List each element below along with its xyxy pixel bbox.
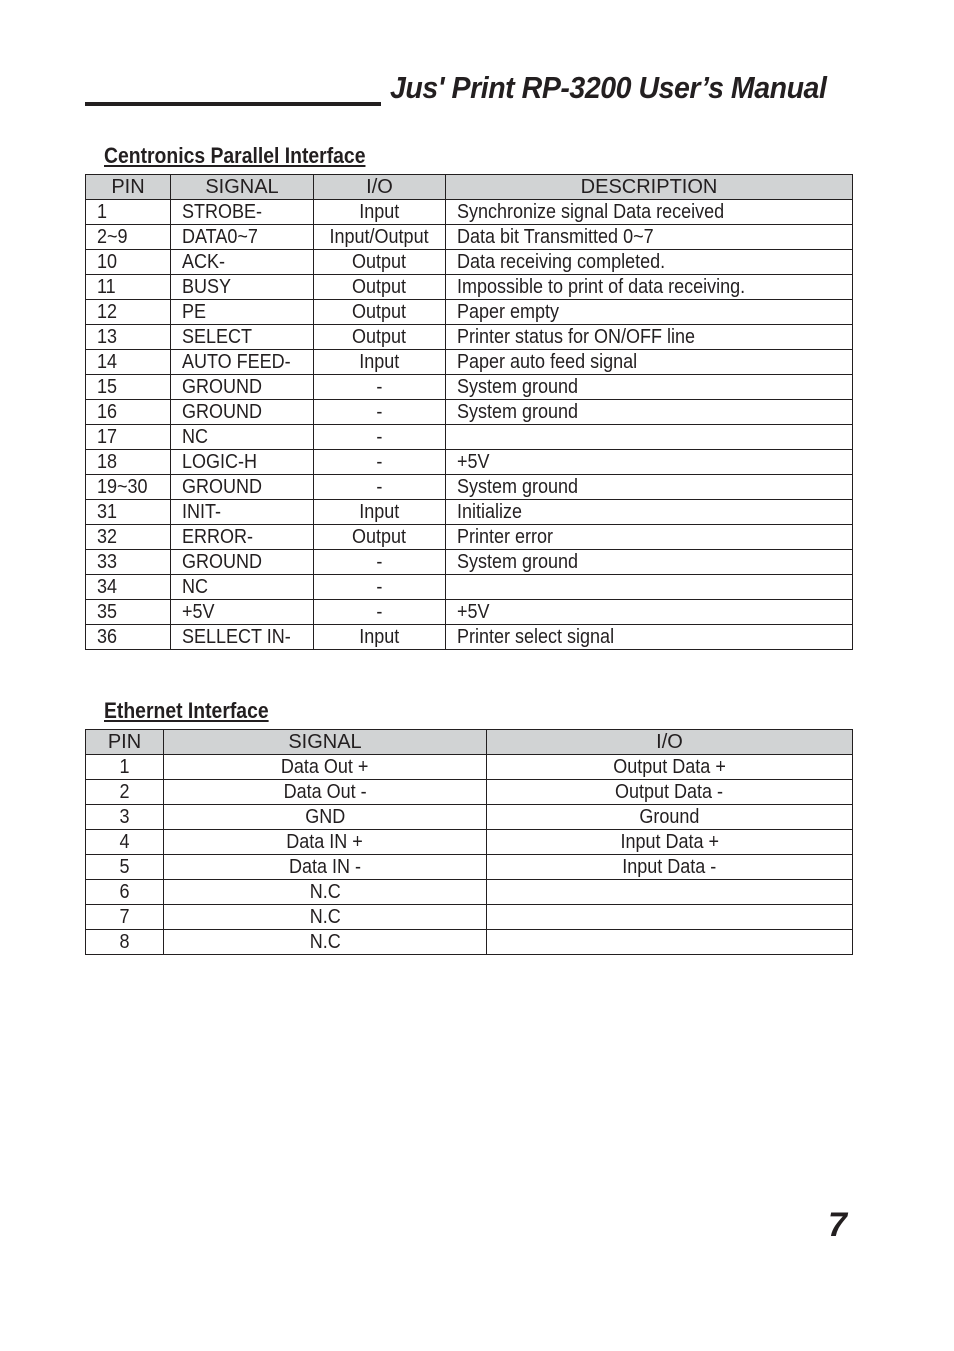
cell-text: 12 [97,301,118,323]
cell-text: 35 [97,601,118,623]
table-cell [171,475,314,500]
cell-text: +5V [457,451,490,473]
table-cell [164,905,487,930]
table-cell [446,300,853,325]
table-row [86,400,853,425]
cell-text: DATA0~7 [182,226,258,248]
table-cell [171,200,314,225]
cell-text: Data receiving completed. [457,251,666,273]
table-row [86,930,853,955]
cell-text: System ground [457,376,579,398]
cell-text: - [376,426,383,448]
table-row [86,500,853,525]
cell-text: Data Out + [281,756,369,778]
table-row [86,300,853,325]
table-row [86,425,853,450]
centronics-section-title: Centronics Parallel Interface [104,143,366,168]
table-cell [171,275,314,300]
header-rule [85,102,381,106]
table-cell [446,500,853,525]
table-cell [86,350,171,375]
table-cell [86,200,171,225]
table-cell [446,375,853,400]
table-cell [164,880,487,905]
table-row [86,475,853,500]
ethernet-table [85,729,853,955]
cell-text: 14 [97,351,118,373]
table-cell [487,780,853,805]
page-number: 7 [828,1206,847,1244]
table-cell [171,250,314,275]
table-cell [446,475,853,500]
cell-text: ERROR- [182,526,254,548]
cell-text: 17 [97,426,118,448]
table-cell [86,905,164,930]
cell-text: LOGIC-H [182,451,258,473]
cell-text: GROUND [182,476,263,498]
table-row [86,600,853,625]
table-row [86,805,853,830]
cell-text: NC [182,576,209,598]
table-cell [86,550,171,575]
table-cell [86,375,171,400]
cell-text: Output Data + [613,756,726,778]
cell-text: System ground [457,401,579,423]
cell-text: STROBE- [182,201,263,223]
cell-text: Printer select signal [457,626,615,648]
table-cell [171,350,314,375]
cell-text: 15 [97,376,118,398]
table-cell [446,525,853,550]
cell-text: AUTO FEED- [182,351,291,373]
table-cell [86,780,164,805]
cell-text: 10 [97,251,118,273]
cell-text: Input [359,626,400,648]
cell-text: 1 [119,756,130,778]
cell-text: Synchronize signal Data received [457,201,725,223]
cell-text: SELECT [182,326,253,348]
cell-text: - [376,576,383,598]
cell-text: - [376,376,383,398]
cell-text: PE [182,301,207,323]
table-cell [164,830,487,855]
table-cell [314,525,446,550]
cell-text: - [376,476,383,498]
cell-text: Input/Output [329,226,430,248]
table-cell [86,450,171,475]
cell-text: Input [359,501,400,523]
table-row [86,575,853,600]
table-row [86,905,853,930]
document-title: Jus' Print RP-3200 User’s Manual [390,70,827,105]
table-cell [487,930,853,955]
cell-text: 34 [97,576,118,598]
table-cell [86,275,171,300]
centronics-table [85,174,853,650]
cell-text: System ground [457,476,579,498]
table-cell [86,805,164,830]
table-row [86,200,853,225]
centronics-table-header [86,175,853,200]
cell-text: 16 [97,401,118,423]
table-cell [487,855,853,880]
table-cell [487,805,853,830]
cell-text: Input [359,201,400,223]
cell-text: Output [352,301,407,323]
table-cell [86,880,164,905]
cell-text: N.C [309,931,341,953]
table-cell [314,450,446,475]
table-row [86,880,853,905]
table-row [86,350,853,375]
cell-text: 5 [119,856,130,878]
cell-text: 11 [97,276,116,298]
table-row [86,225,853,250]
table-cell [446,600,853,625]
table-cell [86,225,171,250]
table-cell [314,625,446,650]
table-cell [314,250,446,275]
cell-text: 8 [119,931,130,953]
table-cell [86,525,171,550]
table-cell [171,500,314,525]
table-cell [487,880,853,905]
cell-text: 19~30 [97,476,148,498]
table-row [86,325,853,350]
table-cell [86,600,171,625]
table-cell [171,225,314,250]
table-row [86,625,853,650]
table-cell [314,350,446,375]
cell-text: 36 [97,626,118,648]
table-cell [86,400,171,425]
cell-text: 32 [97,526,118,548]
table-cell [446,625,853,650]
table-cell [446,350,853,375]
cell-text: Input Data - [622,856,717,878]
cell-text: Output [352,276,407,298]
cell-text: 1 [97,201,108,223]
table-cell [446,550,853,575]
cell-text: ACK- [182,251,226,273]
table-row [86,450,853,475]
cell-text: N.C [309,906,341,928]
table-cell [314,500,446,525]
cell-text: Printer error [457,526,554,548]
cell-text: Printer status for ON/OFF line [457,326,696,348]
cell-text: N.C [309,881,341,903]
cell-text: 18 [97,451,118,473]
table-cell [164,755,487,780]
table-cell [314,575,446,600]
table-cell [171,300,314,325]
cell-text: Data bit Transmitted 0~7 [457,226,654,248]
cell-text: Initialize [457,501,523,523]
cell-text: - [376,551,383,573]
table-cell [446,325,853,350]
cell-text: 4 [119,831,130,853]
cell-text: 2 [119,781,130,803]
cell-text: 6 [119,881,130,903]
table-row [86,250,853,275]
table-row [86,755,853,780]
table-cell [314,200,446,225]
table-cell [314,475,446,500]
table-cell [86,325,171,350]
table-cell [171,525,314,550]
table-cell [446,400,853,425]
cell-text: System ground [457,551,579,573]
centronics-table-body [86,200,853,650]
table-cell [164,805,487,830]
table-cell [171,575,314,600]
cell-text: 33 [97,551,118,573]
table-cell [487,905,853,930]
table-cell [86,500,171,525]
table-cell [314,300,446,325]
cell-text: 3 [119,806,130,828]
centronics-col-header: SIGNAL [171,175,314,200]
table-cell [446,200,853,225]
table-cell [171,450,314,475]
table-cell [446,575,853,600]
cell-text: Paper empty [457,301,560,323]
centronics-col-header: PIN [86,175,171,200]
cell-text: Input [359,351,400,373]
cell-text: GROUND [182,401,263,423]
table-cell [86,300,171,325]
table-cell [171,550,314,575]
cell-text: 2~9 [97,226,128,248]
table-cell [314,275,446,300]
cell-text: GROUND [182,376,263,398]
table-row [86,780,853,805]
cell-text: Paper auto feed signal [457,351,638,373]
table-cell [314,425,446,450]
table-row [86,550,853,575]
table-cell [86,855,164,880]
table-cell [446,275,853,300]
table-cell [171,425,314,450]
cell-text: Ground [639,806,700,828]
table-cell [487,830,853,855]
cell-text: Output [352,251,407,273]
cell-text: 31 [97,501,118,523]
table-cell [314,550,446,575]
table-row [86,525,853,550]
table-cell [86,625,171,650]
table-cell [314,600,446,625]
table-cell [171,600,314,625]
cell-text: GND [304,806,345,828]
cell-text: +5V [457,601,490,623]
table-row [86,375,853,400]
cell-text: Data Out - [283,781,367,803]
table-row [86,275,853,300]
table-cell [86,575,171,600]
cell-text: Input Data + [620,831,719,853]
table-cell [86,930,164,955]
cell-text: - [376,601,383,623]
cell-text: NC [182,426,209,448]
table-row [86,830,853,855]
table-cell [86,755,164,780]
cell-text: Data IN - [288,856,362,878]
table-cell [164,930,487,955]
table-cell [171,375,314,400]
table-cell [314,225,446,250]
table-cell [487,755,853,780]
cell-text: +5V [182,601,215,623]
cell-text: Output [352,526,407,548]
cell-text: Data IN + [286,831,364,853]
table-cell [446,425,853,450]
cell-text: Output [352,326,407,348]
cell-text: GROUND [182,551,263,573]
table-cell [164,780,487,805]
cell-text: - [376,451,383,473]
cell-text: - [376,401,383,423]
table-cell [446,225,853,250]
table-cell [171,325,314,350]
table-row [86,855,853,880]
centronics-col-header: DESCRIPTION [446,175,853,200]
cell-text: INIT- [182,501,222,523]
table-cell [86,425,171,450]
cell-text: BUSY [182,276,232,298]
table-cell [86,250,171,275]
ethernet-table-body [86,755,853,955]
table-cell [314,375,446,400]
cell-text: Output Data - [615,781,724,803]
ethernet-col-header: PIN [86,730,164,755]
cell-text: 13 [97,326,118,348]
table-cell [164,855,487,880]
ethernet-col-header: I/O [487,730,853,755]
table-cell [446,250,853,275]
centronics-col-header: I/O [314,175,446,200]
table-cell [171,625,314,650]
ethernet-section-title: Ethernet Interface [104,698,269,723]
table-cell [171,400,314,425]
cell-text: SELLECT IN- [182,626,291,648]
table-cell [314,325,446,350]
ethernet-col-header: SIGNAL [164,730,487,755]
table-cell [86,830,164,855]
table-cell [446,450,853,475]
cell-text: Impossible to print of data receiving. [457,276,746,298]
table-cell [314,400,446,425]
ethernet-table-header [86,730,853,755]
table-cell [86,475,171,500]
cell-text: 7 [119,906,130,928]
